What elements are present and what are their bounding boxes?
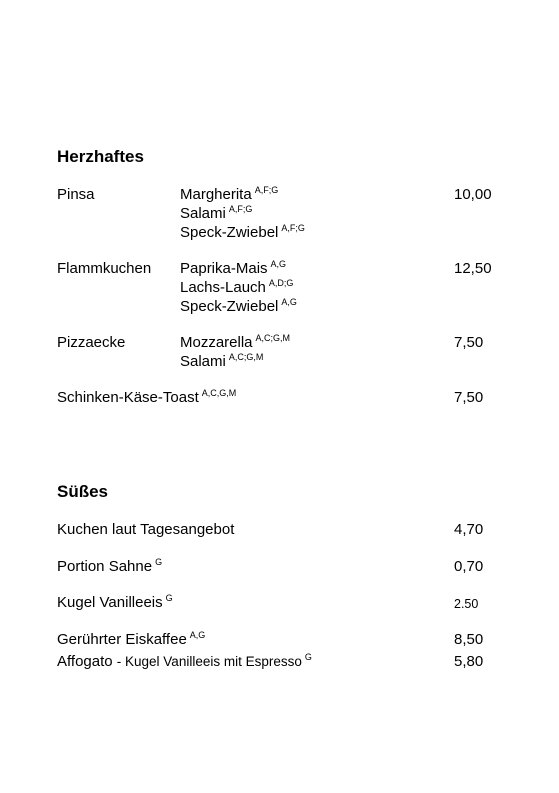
price-pinsa: 10,00 bbox=[454, 186, 492, 203]
item-label: Speck-Zwiebel bbox=[180, 298, 279, 315]
allergen-codes: G bbox=[165, 593, 173, 603]
item-label: Paprika-Mais bbox=[180, 260, 268, 277]
allergen-codes: G bbox=[304, 652, 312, 662]
item-label: Margherita bbox=[180, 186, 252, 203]
item-label: Kugel Vanilleeis bbox=[57, 594, 163, 611]
item-label: Affogato bbox=[57, 653, 113, 670]
menu-item-eiskaffee bbox=[57, 631, 205, 650]
price-pizzaecke: 7,50 bbox=[454, 334, 484, 351]
allergen-codes: A,G bbox=[270, 259, 287, 269]
allergen-codes: A,C;G,M bbox=[255, 333, 291, 343]
price-sahne: 0,70 bbox=[454, 558, 484, 575]
menu-item-kuchen bbox=[57, 521, 234, 539]
allergen-codes: A,C,G,M bbox=[201, 388, 237, 398]
category-pinsa: Pinsa bbox=[57, 186, 95, 203]
allergen-codes: A,G bbox=[281, 297, 297, 307]
item-label: Portion Sahne bbox=[57, 558, 153, 575]
item-label: Mozzarella bbox=[180, 334, 253, 351]
price-kuchen: 4,70 bbox=[454, 521, 484, 538]
menu-item-vanilleeis bbox=[57, 594, 173, 613]
menu-item bbox=[180, 279, 293, 298]
allergen-codes: A,F;G bbox=[254, 185, 279, 195]
item-description: - Kugel Vanilleeis mit Espresso bbox=[116, 654, 302, 669]
price-eiskaffee: 8,50 bbox=[454, 631, 484, 648]
item-label: Salami bbox=[180, 353, 226, 370]
item-label: Speck-Zwiebel bbox=[180, 224, 279, 241]
item-label: Lachs-Lauch bbox=[180, 279, 266, 296]
menu-item bbox=[180, 205, 252, 224]
section-heading-herzhaftes: Herzhaftes bbox=[57, 147, 144, 166]
menu-item-affogato bbox=[57, 653, 312, 672]
menu-item-sahne bbox=[57, 558, 162, 577]
allergen-codes: A,D;G bbox=[268, 278, 294, 288]
allergen-codes: A,G bbox=[189, 630, 206, 640]
menu-item bbox=[180, 186, 278, 205]
menu-item bbox=[180, 260, 286, 279]
category-pizzaecke: Pizzaecke bbox=[57, 334, 126, 351]
price-toast: 7,50 bbox=[454, 389, 484, 406]
price-flammkuchen: 12,50 bbox=[454, 260, 492, 277]
menu-item bbox=[180, 334, 290, 353]
allergen-codes: A,F;G bbox=[228, 204, 253, 214]
allergen-codes: G bbox=[155, 557, 163, 567]
menu-item bbox=[180, 224, 305, 243]
allergen-codes: A,C;G,M bbox=[228, 352, 264, 362]
item-label: Kuchen laut Tagesangebot bbox=[57, 521, 235, 538]
item-label: Salami bbox=[180, 205, 226, 222]
section-heading-suesses: Süßes bbox=[57, 482, 109, 501]
item-label: Gerührter Eiskaffee bbox=[57, 631, 187, 648]
category-flammkuchen: Flammkuchen bbox=[57, 260, 152, 277]
menu-item bbox=[180, 353, 263, 372]
price-affogato: 5,80 bbox=[454, 653, 484, 670]
menu-item bbox=[180, 298, 297, 317]
allergen-codes: A,F;G bbox=[281, 223, 305, 233]
menu-item-toast bbox=[57, 389, 236, 408]
item-label: Schinken-Käse-Toast bbox=[57, 389, 199, 406]
price-vanilleeis: 2.50 bbox=[454, 597, 479, 611]
